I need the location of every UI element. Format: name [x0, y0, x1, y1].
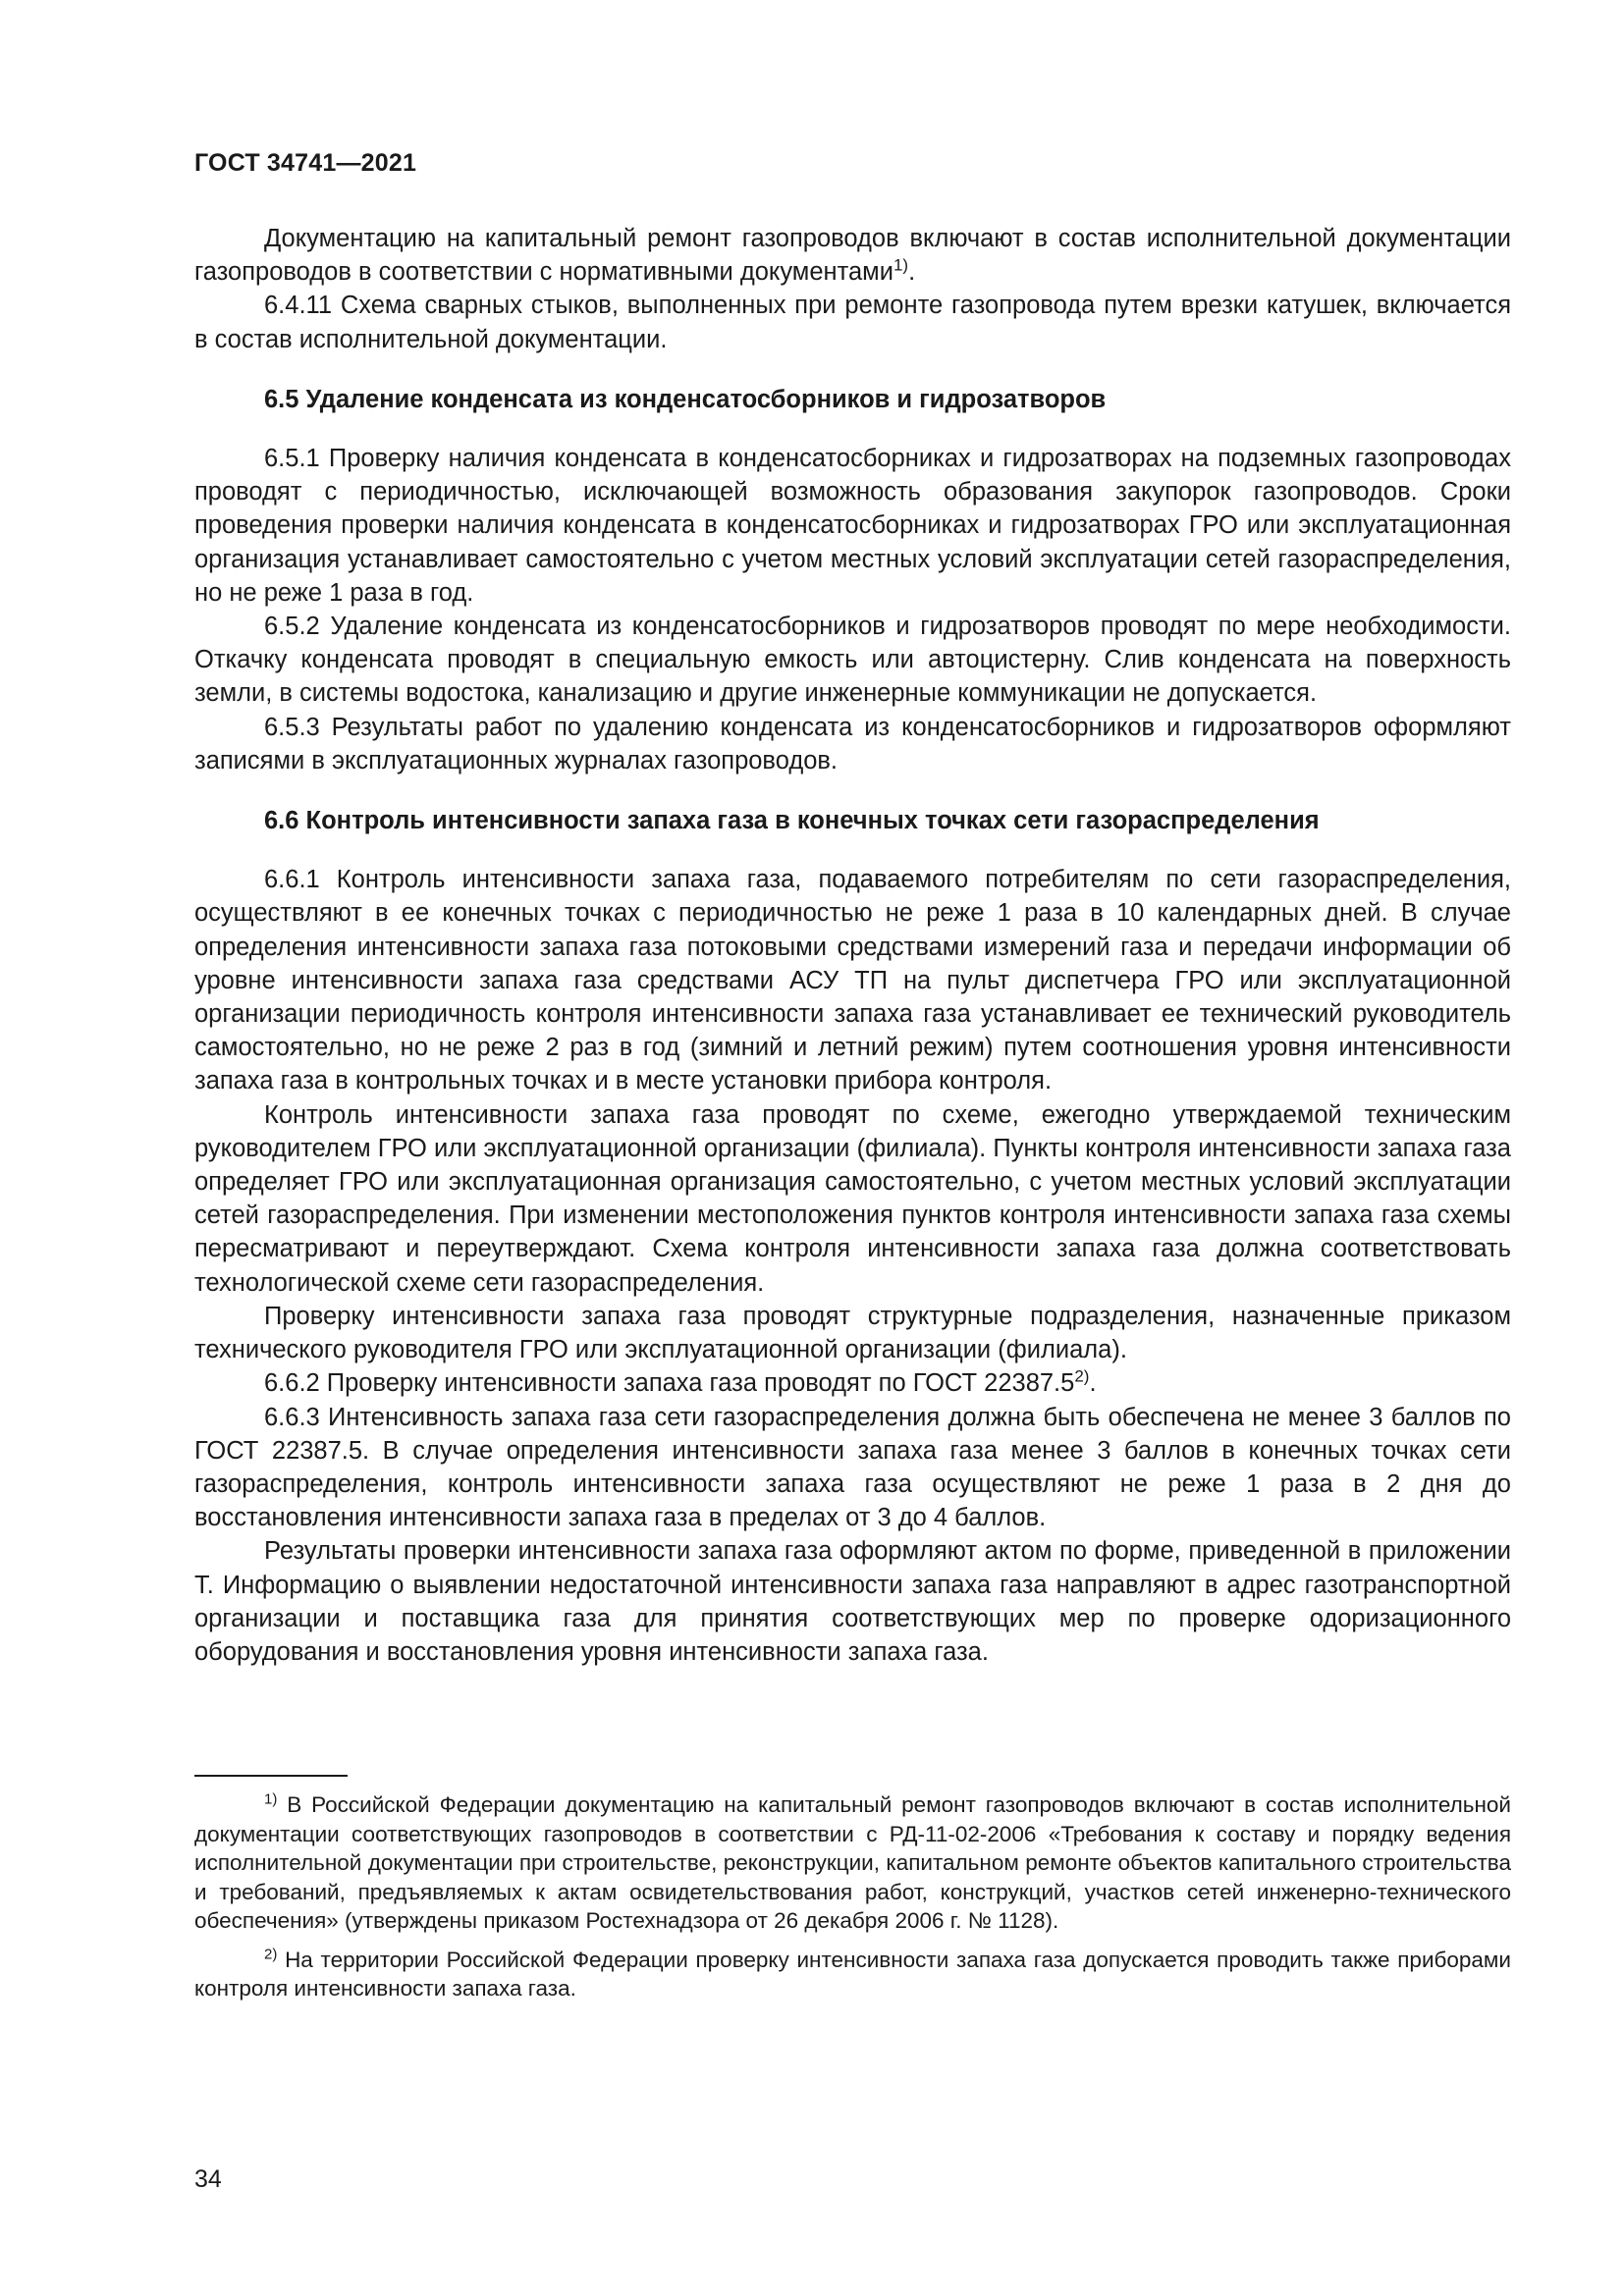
footnote-text: На территории Российской Федерации проверку интенсивности запаха газа допускается проводить также приборами контроля интенсивности запаха газа. — [194, 1947, 1511, 2001]
section-heading-6-5: 6.5 Удаление конденсата из конденсатосборников и гидрозатворов — [264, 385, 1107, 413]
paragraph-6-6-2 — [194, 1366, 1511, 1400]
footnote-text: В Российской Федерации документацию на капитальный ремонт газопроводов включают в состав исполнительной документации соответствующих газопроводов в соответствии с РД-11-02-2006 «Требования к составу и порядку ведения исполнительной документации при строительстве, реконструкции, капитальном ремонте объектов капитального строительства и требований, предъявляемых к актам освидетельствования работ, конструкций, участков сетей инженерно-технического обеспечения» (утверждены приказом Ростехнадзора от 26 декабря 2006 г. № 1128). — [194, 1792, 1511, 1933]
document-page — [194, 0, 1511, 2296]
paragraph-6-5-2: 6.5.2 Удаление конденсата из конденсатосборников и гидрозатворов проводят по мере необходимости. Откачку конденсата проводят в специальную емкость или автоцистерну. Слив конденсата на поверхность земли, в системы водостока, канализацию и другие инженерные коммуникации не допускается. — [194, 613, 1511, 708]
footnote-2 — [194, 1946, 1511, 2003]
page-number: 34 — [194, 2165, 222, 2193]
document-body — [194, 222, 1511, 1669]
paragraph-text: Документацию на капитальный ремонт газопроводов включают в состав исполнительной документации газопроводов в соответствии с нормативными документами — [194, 225, 1511, 287]
paragraph-text: 6.6.2 Проверку интенсивности запаха газа проводят по ГОСТ 22387.5 — [264, 1369, 1075, 1398]
paragraph-6-6-3-results: Результаты проверки интенсивности запаха газа оформляют актом по форме, приведенной в приложении Т. Информацию о выявлении недостаточной интенсивности запаха газа направляют в адрес газотранспортной организации и поставщика газа для принятия соответствующих мер по проверке одоризационного оборудования и восстановления уровня интенсивности запаха газа. — [194, 1537, 1511, 1666]
footnotes — [194, 1790, 1511, 2013]
paragraph-6-6-1: 6.6.1 Контроль интенсивности запаха газа, подаваемого потребителям по сети газораспределения, осуществляют в ее конечных точках с периодичностью не реже 1 раза в 10 календарных дней. В случае определения интенсивности запаха газа потоковыми средствами измерений газа и передачи информации об уровне интенсивности запаха газа средствами АСУ ТП на пульт диспетчера ГРО или эксплуатационной организации периодичность контроля интенсивности запаха газа устанавливает ее технический руководитель самостоятельно, но не реже 2 раз в год (зимний и летний режим) путем соотношения уровня интенсивности запаха газа в контрольных точках и в месте установки прибора контроля. — [194, 866, 1511, 1095]
footnote-mark: 2) — [264, 1946, 278, 1962]
footnote-ref-1[interactable]: 1) — [893, 255, 909, 275]
paragraph-6-5-1: 6.5.1 Проверку наличия конденсата в конденсатосборниках и гидрозатворах на подземных газопроводах проводят с периодичностью, исключающей возможность образования закупорок газопроводов. Сроки проведения проверки наличия конденсата в конденсатосборниках и гидрозатворах ГРО или эксплуатационная организация устанавливает самостоятельно с учетом местных условий эксплуатации сетей газораспределения, но не реже 1 раза в год. — [194, 445, 1511, 607]
paragraph-6-4-11: 6.4.11 Схема сварных стыков, выполненных при ремонте газопровода путем врезки катушек, включается в состав исполнительной документации. — [194, 292, 1511, 353]
paragraph-6-6-1-units: Проверку интенсивности запаха газа проводят структурные подразделения, назначенные приказом технического руководителя ГРО или эксплуатационной организации (филиала). — [194, 1302, 1511, 1364]
paragraph-documentation — [194, 222, 1511, 289]
paragraph-6-6-1-scheme: Контроль интенсивности запаха газа проводят по схеме, ежегодно утверждаемой техническим руководителем ГРО или эксплуатационной организации (филиала). Пункты контроля интенсивности запаха газа определяет ГРО или эксплуатационная организация самостоятельно, с учетом местных условий эксплуатации сетей газораспределения. При изменении местоположения пунктов контроля интенсивности запаха газа схемы пересматривают и переутверждают. Схема контроля интенсивности запаха газа должна соответствовать технологической схеме сети газораспределения. — [194, 1100, 1511, 1297]
footnote-ref-2[interactable]: 2) — [1074, 1366, 1090, 1386]
footnote-divider — [194, 1775, 348, 1777]
paragraph-6-6-3: 6.6.3 Интенсивность запаха газа сети газораспределения должна быть обеспечена не менее 3 баллов по ГОСТ 22387.5. В случае определения интенсивности запаха газа менее 3 баллов в конечных точках сети газораспределения, контроль интенсивности запаха газа осуществляют не реже 1 раза в 2 дня до восстановления интенсивности запаха газа в пределах от 3 до 4 баллов. — [194, 1403, 1511, 1532]
footnote-1 — [194, 1790, 1511, 1936]
paragraph-end: . — [1089, 1369, 1097, 1398]
paragraph-end: . — [908, 258, 916, 287]
section-heading-6-6: 6.6 Контроль интенсивности запаха газа в конечных точках сети газораспределения — [264, 807, 1320, 835]
footnote-mark: 1) — [264, 1790, 278, 1808]
paragraph-6-5-3: 6.5.3 Результаты работ по удалению конденсата из конденсатосборников и гидрозатворов оформляют записями в эксплуатационных журналах газопроводов. — [194, 713, 1511, 774]
document-header: ГОСТ 34741—2021 — [194, 149, 417, 177]
